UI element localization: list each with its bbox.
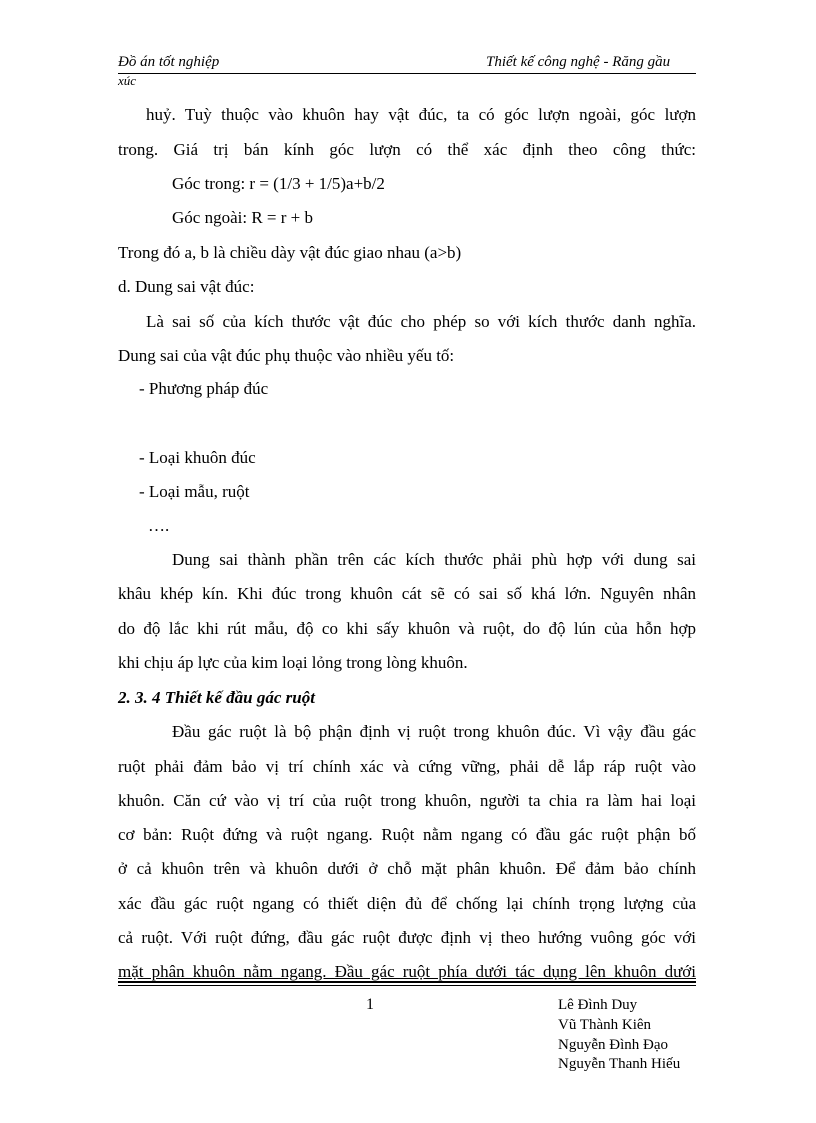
formula-outer-radius: Góc ngoài: R = r + b: [172, 208, 313, 227]
author-name: Lê Đình Duy: [558, 997, 638, 1013]
body-line: khi chịu áp lực của kim loại lỏng trong lòng khuôn.: [118, 653, 468, 672]
header-right-title: Thiết kế công nghệ - Răng gầu: [486, 54, 671, 70]
list-item: - Loại mẫu, ruột: [139, 482, 250, 501]
header-right-title-wrap: xúc: [118, 73, 137, 88]
formula-inner-radius: Góc trong: r = (1/3 + 1/5)a+b/2: [172, 174, 385, 193]
body-line: khâu khép kín. Khi đúc trong khuôn cát sẽ có sai số khá lớn. Nguyên nhân: [118, 584, 696, 603]
body-line: trong. Giá trị bán kính góc lượn có thể xác định theo công thức:: [118, 140, 696, 159]
footer-divider-thin: [118, 985, 696, 986]
body-line: khuôn. Căn cứ vào vị trí của ruột trong khuôn, người ta chia ra làm hai loại: [118, 791, 696, 810]
body-line: ruột phải đảm bảo vị trí chính xác và cứng vững, phải dễ lắp ráp ruột vào: [118, 757, 696, 776]
body-line: huỷ. Tuỳ thuộc vào khuôn hay vật đúc, ta có góc lượn ngoài, góc lượn: [146, 105, 696, 124]
body-line: Là sai số của kích thước vật đúc cho phép so với kích thước danh nghĩa.: [146, 312, 696, 331]
body-line: mặt phân khuôn nằm ngang. Đầu gác ruột phía dưới tác dụng lên khuôn dưới: [118, 962, 696, 981]
author-name: Nguyễn Thanh Hiếu: [558, 1056, 681, 1072]
author-name: Nguyễn Đình Đạo: [558, 1037, 668, 1053]
body-line: Dung sai của vật đúc phụ thuộc vào nhiều yếu tố:: [118, 346, 455, 365]
list-item: - Loại khuôn đúc: [139, 448, 256, 467]
list-item: - Phương pháp đúc: [139, 379, 269, 398]
ellipsis: ….: [148, 516, 170, 535]
header-left-title: Đồ án tốt nghiệp: [118, 54, 220, 70]
body-line: do độ lắc khi rút mẫu, độ co khi sấy khuôn và ruột, do độ lún của hỗn hợp: [118, 619, 696, 638]
body-line: Dung sai thành phần trên các kích thước phải phù hợp với dung sai: [172, 550, 696, 569]
body-line: Đầu gác ruột là bộ phận định vị ruột trong khuôn đúc. Vì vậy đầu gác: [172, 722, 696, 741]
footer-divider-thick: [118, 981, 696, 983]
section-heading: 2. 3. 4 Thiết kế đầu gác ruột: [118, 688, 315, 707]
page-number: 1: [366, 996, 374, 1013]
header-divider: [118, 73, 696, 74]
body-line: xác đầu gác ruột ngang có thiết diện đủ để chống lại chính trọng lượng của: [118, 894, 696, 913]
body-line: cơ bản: Ruột đứng và ruột ngang. Ruột nằm ngang có đầu gác ruột phận bố: [118, 825, 696, 844]
subsection-title: d. Dung sai vật đúc:: [118, 277, 255, 296]
body-line: cả ruột. Với ruột đứng, đầu gác ruột được định vị theo hướng vuông góc với: [118, 928, 696, 947]
body-line: ở cả khuôn trên và khuôn dưới ở chỗ mặt phân khuôn. Để đảm bảo chính: [118, 859, 696, 878]
body-line: Trong đó a, b là chiều dày vật đúc giao nhau (a>b): [118, 243, 462, 262]
author-name: Vũ Thành Kiên: [558, 1017, 652, 1033]
